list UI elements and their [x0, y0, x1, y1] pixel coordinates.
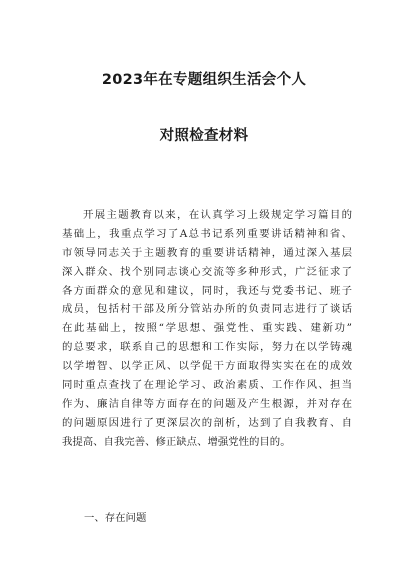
- paragraph-line: 开展主题教育以来，在认真学习上级规定学习篇目的: [83, 209, 352, 221]
- document-title-line-2: 对照检查材料: [159, 128, 249, 144]
- section-heading: 一、存在问题: [84, 512, 147, 524]
- paragraph-line: 我提高、自我完善、修正缺点、增强党性的目的。: [62, 435, 291, 448]
- paragraph-line: 的问题原因进行了更深层次的剖析，达到了自我教育、自: [62, 416, 352, 429]
- paragraph-line: 成员，包括村干部及所分管站办所的负责同志进行了谈话: [62, 303, 352, 316]
- paragraph-line: 深入群众、找个别同志谈心交流等多种形式，广泛征求了: [62, 265, 352, 278]
- body-paragraph: [62, 206, 352, 452]
- paragraph-line: 各方面群众的意见和建议，同时，我还与党委书记、班子: [62, 284, 352, 297]
- paragraph-line: 基础上，我重点学习了A总书记系列重要讲话精神和省、: [62, 227, 352, 240]
- paragraph-line: 在此基础上，按照“学思想、强党性、重实践、建新功”: [62, 322, 352, 335]
- paragraph-line: 作为、廉洁自律等方面存在的问题及产生根源，并对存在: [62, 397, 352, 410]
- paragraph-line: 以学增智、以学正风、以学促干方面取得实实在在的成效: [62, 360, 352, 373]
- document-title-line-1: 2023年在专题组织生活会个人: [101, 72, 307, 88]
- paragraph-line: 同时重点查找了在理论学习、政治素质、工作作风、担当: [62, 379, 352, 392]
- paragraph-line: 市领导同志关于主题教育的重要讲话精神，通过深入基层: [62, 246, 352, 259]
- paragraph-line: 的总要求，联系自己的思想和工作实际，努力在以学铸魂: [62, 341, 352, 354]
